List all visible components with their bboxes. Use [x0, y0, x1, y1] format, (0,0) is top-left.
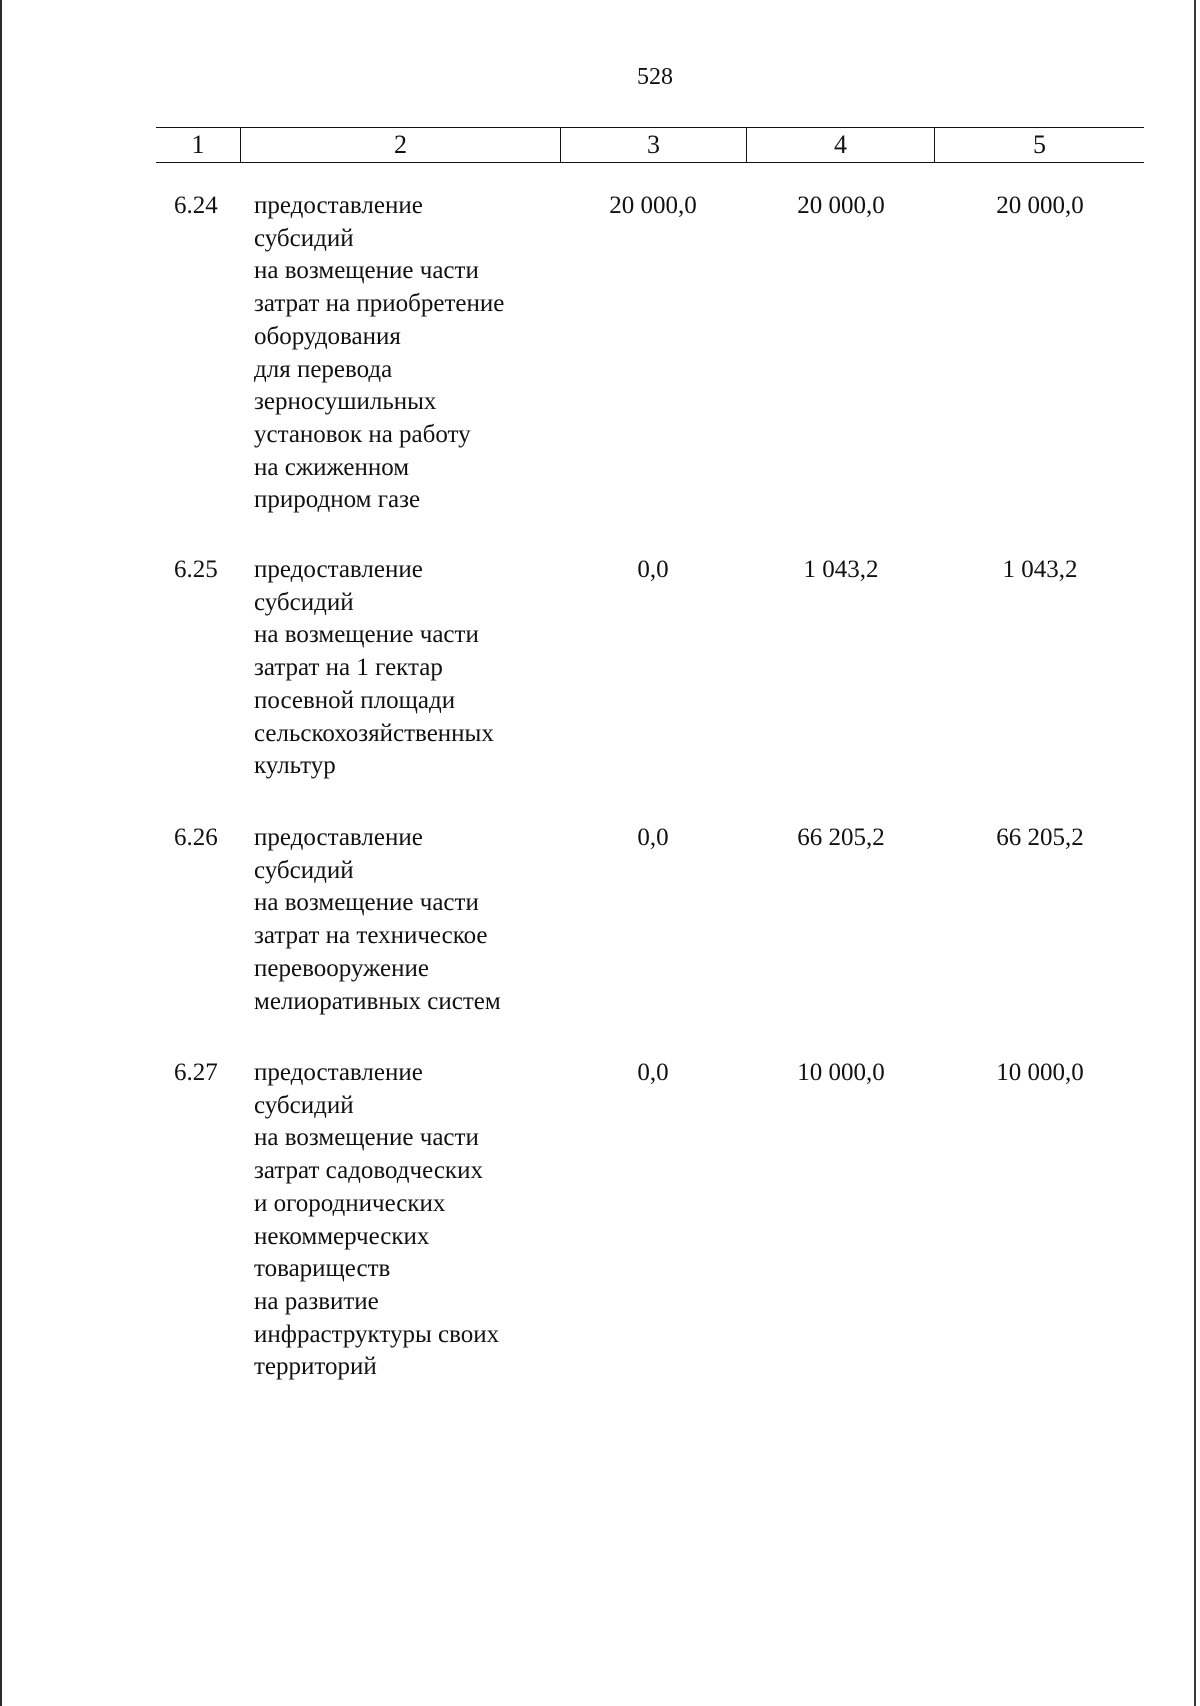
column-header-1: 1: [191, 130, 205, 159]
row-value-col5: 1 043,2: [1002, 556, 1078, 583]
row-description: предоставление субсидий на возмещение части затрат на техническое перевооружение мелиоративных систем: [254, 824, 501, 1015]
row-number: 6.25: [174, 556, 218, 583]
column-header-5: 5: [934, 128, 1144, 162]
row-value-col4: 10 000,0: [797, 1059, 885, 1086]
row-value-col4: 20 000,0: [797, 192, 885, 219]
row-value-col5: 10 000,0: [996, 1059, 1084, 1086]
scan-edge-right: [1194, 0, 1196, 1706]
row-value-col5: 66 205,2: [996, 824, 1084, 851]
page-number: 528: [637, 64, 673, 90]
row-value-col3: 0,0: [637, 824, 669, 851]
table-header: [156, 127, 1144, 163]
row-value-col3: 20 000,0: [609, 192, 697, 219]
column-header-4: 4: [746, 128, 934, 162]
row-value-col4: 1 043,2: [803, 556, 879, 583]
row-number: 6.24: [174, 192, 218, 219]
row-number: 6.26: [174, 824, 218, 851]
row-number: 6.27: [174, 1059, 218, 1086]
row-description: предоставление субсидий на возмещение части затрат на приобретение оборудования для перевода зерносушильных установок на работу на сжиженном природном газе: [254, 192, 505, 514]
column-header-3: 3: [560, 128, 746, 162]
row-value-col4: 66 205,2: [797, 824, 885, 851]
row-description: предоставление субсидий на возмещение части затрат садоводческих и огороднических некоммерческих товариществ на развитие инфраструктуры своих территорий: [254, 1059, 500, 1381]
row-description: предоставление субсидий на возмещение части затрат на 1 гектар посевной площади сельскохозяйственных культур: [254, 556, 494, 780]
column-header-2: 2: [240, 128, 560, 162]
scan-edge-left: [0, 0, 2, 1706]
row-value-col5: 20 000,0: [996, 192, 1084, 219]
row-value-col3: 0,0: [637, 556, 669, 583]
row-value-col3: 0,0: [637, 1059, 669, 1086]
